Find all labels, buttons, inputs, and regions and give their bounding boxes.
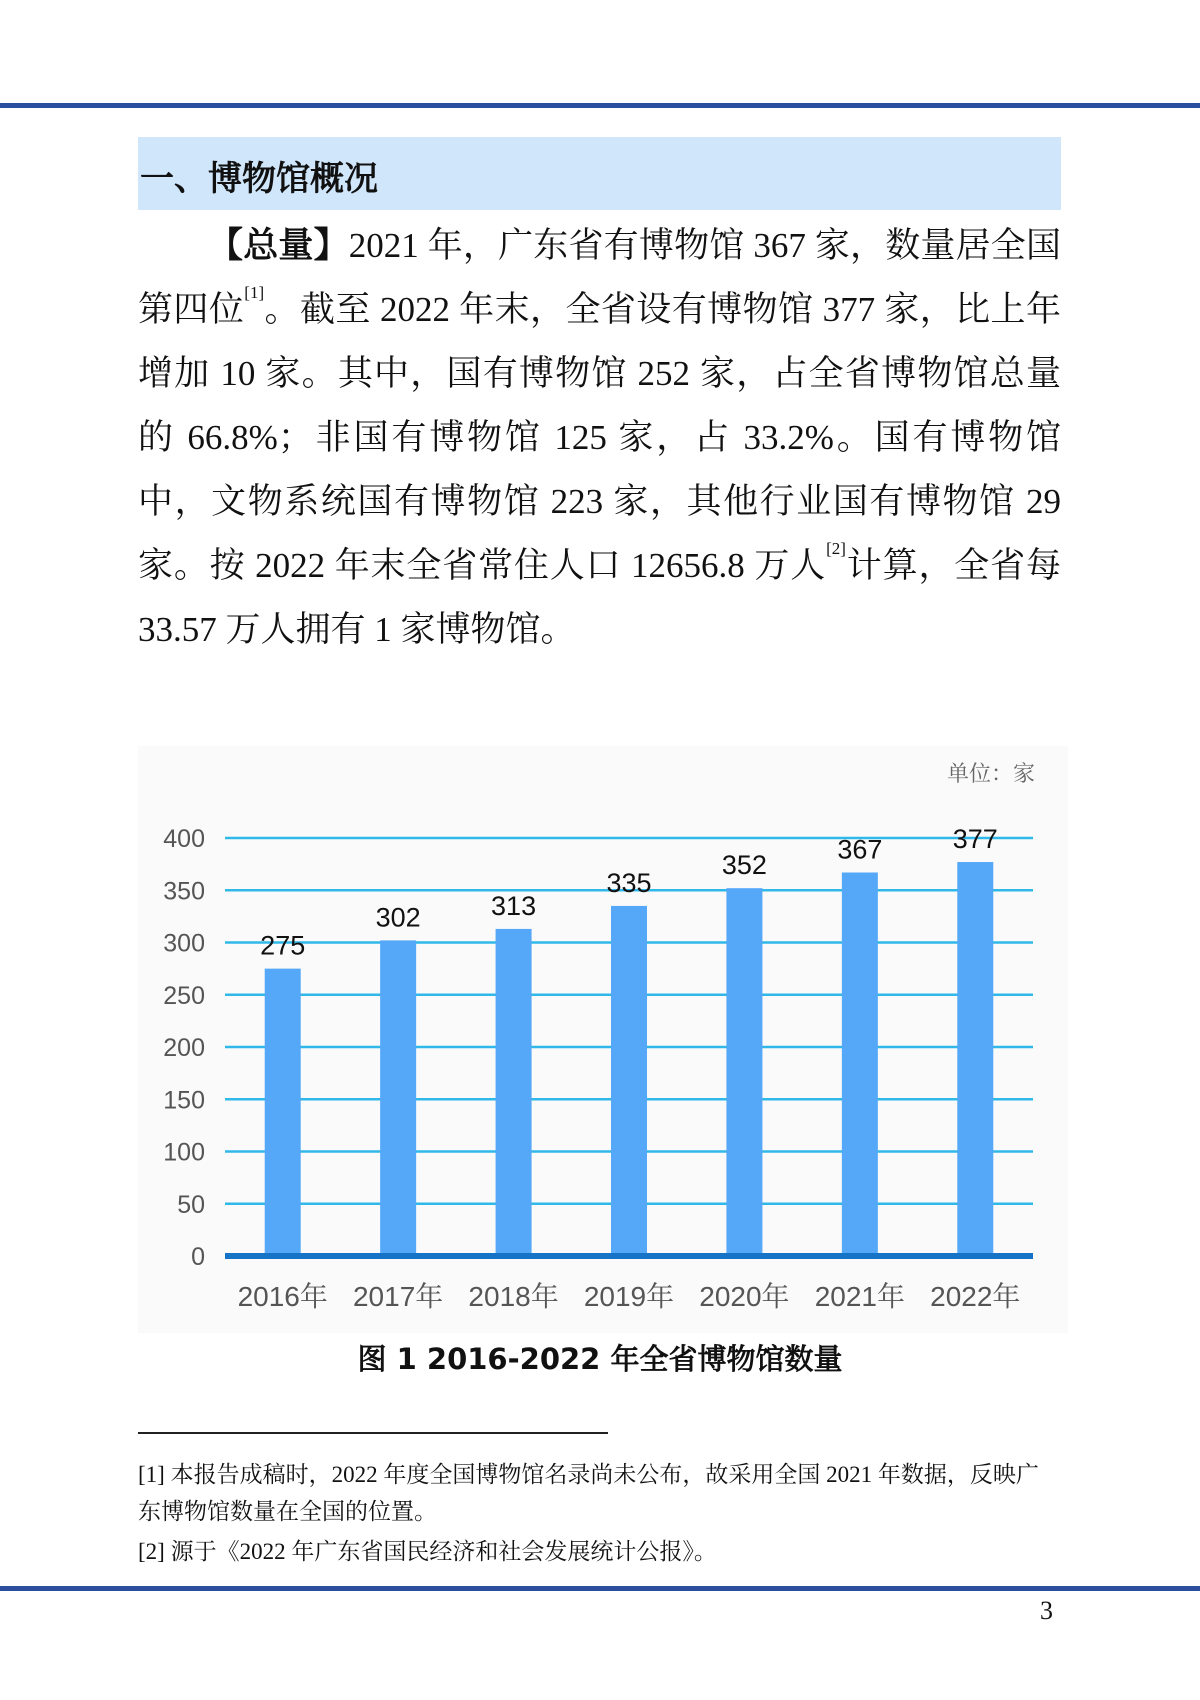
body-paragraph bbox=[138, 214, 1061, 662]
bar bbox=[380, 940, 416, 1256]
footnote-2: [2] 源于《2022 年广东省国民经济和社会发展统计公报》。 bbox=[138, 1539, 717, 1564]
footnote-ref-1[interactable]: [1] bbox=[244, 283, 265, 302]
x-tick-label: 2020年 bbox=[699, 1281, 790, 1312]
x-tick-label: 2019年 bbox=[583, 1281, 675, 1312]
paragraph-text: 2021 年，广东省有博物馆 367 家，数量居全国第四位 bbox=[138, 226, 1061, 329]
footer-rule bbox=[0, 1586, 1200, 1591]
header-rule bbox=[0, 103, 1200, 108]
bar-chart bbox=[138, 746, 1068, 1333]
section-heading bbox=[138, 137, 1061, 210]
data-label: 335 bbox=[606, 867, 652, 898]
data-label: 367 bbox=[837, 834, 883, 865]
bar bbox=[726, 888, 762, 1256]
y-tick-label: 400 bbox=[163, 825, 205, 853]
data-label: 352 bbox=[721, 850, 767, 881]
section-title: 一、博物馆概况 bbox=[140, 159, 378, 199]
figure-caption: 图 1 2016-2022 年全省博物馆数量 bbox=[357, 1342, 843, 1376]
data-label: 275 bbox=[260, 930, 306, 961]
y-tick-label: 0 bbox=[191, 1243, 205, 1271]
bar bbox=[265, 969, 301, 1256]
y-tick-label: 50 bbox=[177, 1190, 205, 1219]
paragraph-lead: 【总量】 bbox=[208, 226, 349, 266]
x-tick-label: 2017年 bbox=[352, 1281, 444, 1312]
footnote-1: [1] 本报告成稿时，2022 年度全国博物馆名录尚未公布，故采用全国 2021 年数据，反映广东博物馆数量在全国的位置。 bbox=[138, 1462, 1039, 1524]
y-tick-label: 150 bbox=[163, 1086, 205, 1115]
page-number: 3 bbox=[1040, 1596, 1053, 1625]
paragraph-text: 。截至 2022 年末，全省设有博物馆 377 家，比上年增加 10 家。其中，国有博物馆 252 家，占全省博物馆总量的 66.8%；非国有博物馆 125 家，占 33.2%。国有博物馆中，文物系统国有博物馆 223 家，其他行业国有博物馆 29 家。按 2022 年末全省常住人口 12656.8 万人 bbox=[138, 290, 1061, 585]
footnote-ref-2[interactable]: [2] bbox=[826, 539, 846, 558]
chart-svg bbox=[138, 746, 1068, 1333]
x-tick-label: 2022年 bbox=[930, 1281, 1021, 1312]
bar bbox=[496, 929, 532, 1256]
y-tick-label: 300 bbox=[163, 929, 205, 958]
footnote-divider bbox=[138, 1432, 608, 1434]
data-label: 313 bbox=[491, 890, 537, 921]
x-tick-label: 2021年 bbox=[814, 1281, 906, 1312]
bar bbox=[842, 872, 878, 1256]
x-tick-label: 2016年 bbox=[237, 1281, 328, 1312]
data-label: 302 bbox=[375, 902, 421, 933]
bar bbox=[957, 862, 993, 1256]
bar bbox=[611, 906, 647, 1256]
y-tick-label: 100 bbox=[163, 1138, 205, 1167]
paragraph-text: 计算，全省每 33.57 万人拥有 1 家博物馆。 bbox=[138, 546, 1061, 649]
data-label: 377 bbox=[952, 824, 998, 855]
y-tick-label: 250 bbox=[163, 981, 205, 1010]
y-tick-label: 350 bbox=[163, 877, 205, 906]
y-tick-label: 200 bbox=[163, 1034, 205, 1062]
x-tick-label: 2018年 bbox=[468, 1281, 559, 1312]
unit-label: 单位：家 bbox=[946, 761, 1035, 786]
